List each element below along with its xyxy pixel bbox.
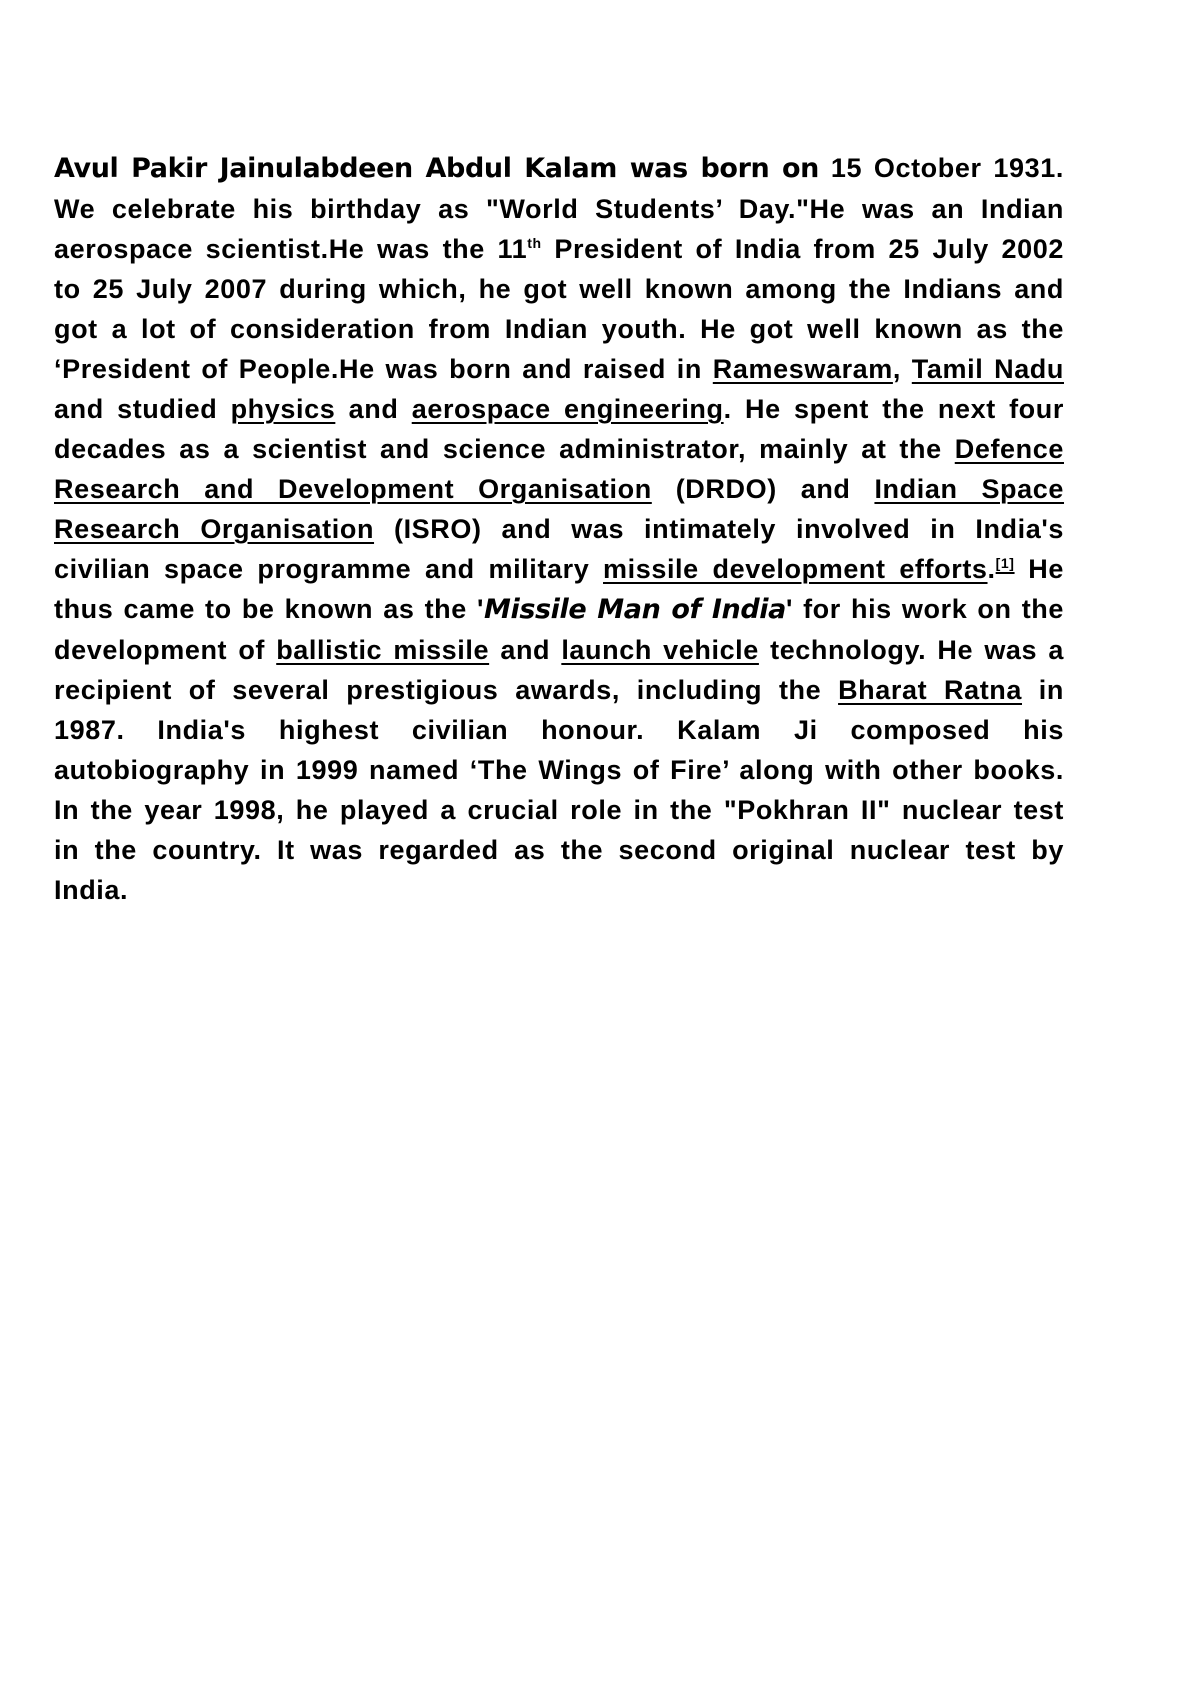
link-launch-vehicle[interactable]: launch vehicle — [561, 635, 759, 665]
document-page — [54, 148, 1064, 910]
paragraph-text: . — [987, 554, 996, 584]
link-ballistic-missile[interactable]: ballistic missile — [276, 635, 490, 665]
paragraph-text: technology. He was a recipient of several prestigious awards, including the — [54, 635, 1064, 705]
paragraph-text: . He spent the next four decades as a scientist and science administrator, mainly at the — [54, 394, 1064, 464]
paragraph-text: , — [892, 354, 912, 384]
biography-paragraph — [54, 148, 1064, 910]
paragraph-text: (DRDO) and — [651, 474, 875, 504]
link-isro[interactable]: Indian Space Research Organisation — [54, 474, 1065, 544]
paragraph-text: and studied — [54, 394, 231, 424]
superscript-th: th — [527, 235, 542, 251]
paragraph-text: 15 October 1931. We celebrate his birthday as "World Students’ Day."He was an Indian aerospace scientist.He was the 11 — [54, 153, 1064, 264]
link-tamil-nadu[interactable]: Tamil Nadu — [911, 354, 1064, 384]
paragraph-text: President of India from 25 July 2002 to 25 July 2007 during which, he got well known among the Indians and got a lot of consideration from Indian youth. He got well known as the ‘President of People.He was born and raised in — [54, 234, 1064, 384]
link-drdo[interactable]: Defence Research and Development Organisation — [54, 434, 1064, 504]
paragraph-text: (ISRO) and was intimately involved in India's civilian space programme and military — [54, 514, 1065, 584]
reference-link[interactable]: [1] — [995, 555, 1015, 571]
paragraph-text: ' for his work on the development of — [54, 594, 1065, 665]
paragraph-text: and — [489, 635, 562, 665]
paragraph-intro: Avul Pakir Jainulabdeen Abdul Kalam was born on — [54, 153, 819, 184]
paragraph-text: He thus came to be known as the ' — [54, 554, 1064, 624]
link-aerospace-engineering[interactable]: aerospace engineering — [411, 394, 724, 424]
link-bharat-ratna[interactable]: Bharat Ratna — [838, 675, 1022, 705]
paragraph-text: in 1987. India's highest civilian honour. Kalam Ji composed his autobiography in 1999 named ‘The Wings of Fire’ along with other books. In the year 1998, he played a crucial role in the "Pokhran II" nuclear test in the country. It was regarded as the second original nuclear test by India. — [54, 675, 1064, 905]
link-rameswaram[interactable]: Rameswaram — [712, 354, 893, 384]
link-physics[interactable]: physics — [230, 394, 336, 424]
link-missile-development-efforts[interactable]: missile development efforts — [603, 554, 988, 584]
paragraph-text: and — [335, 394, 412, 424]
missile-man-italic: Missile Man of India — [484, 594, 786, 625]
